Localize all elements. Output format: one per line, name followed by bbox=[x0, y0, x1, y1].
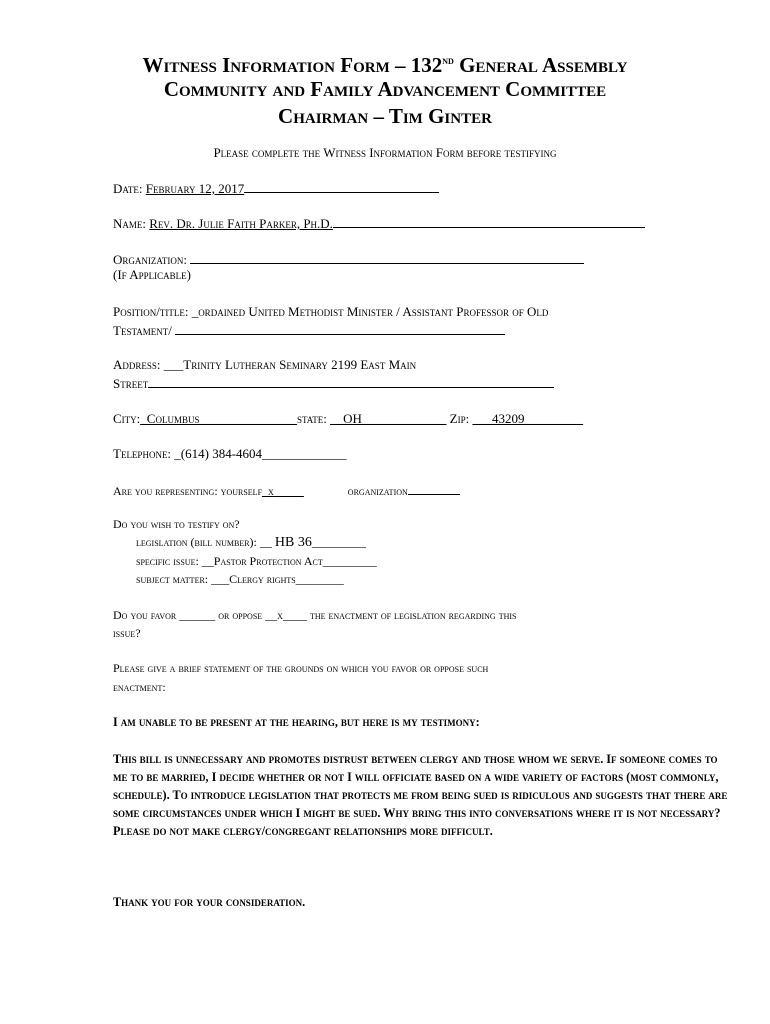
telephone-label: Telephone: bbox=[113, 446, 172, 461]
zip-value[interactable]: ___43209_________ bbox=[472, 411, 583, 426]
testify-question: Do you wish to testify on? bbox=[113, 517, 240, 531]
specific-issue-row bbox=[136, 554, 377, 569]
position-value-line-1[interactable]: _ordained United Methodist Minister / Assistant Professor of Old bbox=[191, 304, 549, 319]
organization-option-label: organization bbox=[347, 484, 408, 498]
city-value[interactable]: _Columbus_______________ bbox=[140, 411, 297, 426]
state-value[interactable]: __OH_____________ bbox=[330, 411, 447, 426]
testimony-closing: Thank you for your consideration. bbox=[113, 895, 306, 909]
date-row bbox=[113, 180, 439, 197]
city-state-zip-row bbox=[113, 411, 583, 427]
position-value-line-2[interactable]: Testament/ bbox=[113, 323, 172, 338]
representing-label: Are you representing: bbox=[113, 484, 218, 498]
date-label: Date: bbox=[113, 181, 143, 196]
name-label: Name: bbox=[113, 216, 146, 231]
zip-label: Zip: bbox=[449, 411, 470, 426]
address-row-2 bbox=[113, 375, 554, 392]
subject-matter-value[interactable]: ___Clergy rights________ bbox=[211, 572, 344, 586]
address-value-line-1[interactable]: ___Trinity Lutheran Seminary 2199 East Main bbox=[163, 357, 417, 372]
name-row bbox=[113, 215, 645, 232]
representing-row bbox=[113, 482, 460, 499]
address-label: Address: bbox=[113, 357, 161, 372]
favor-oppose-line-2: issue? bbox=[113, 626, 141, 640]
city-label: City: bbox=[113, 411, 141, 426]
organization-row bbox=[113, 251, 584, 268]
legislation-row bbox=[136, 535, 366, 551]
specific-issue-label: specific issue: bbox=[136, 554, 199, 568]
position-label: Position/title: bbox=[113, 304, 189, 319]
specific-issue-value[interactable]: __Pastor Protection Act_________ bbox=[201, 554, 377, 568]
address-value-line-2[interactable]: Street bbox=[113, 376, 149, 391]
address-row bbox=[113, 357, 416, 373]
form-title-line-2: Community and Family Advancement Committee bbox=[163, 77, 607, 101]
telephone-row bbox=[113, 446, 347, 462]
form-title-line-1: Witness Information Form – 132nd General Assembly bbox=[142, 53, 628, 77]
date-value[interactable]: February 12, 2017 bbox=[145, 181, 245, 196]
state-label: state: bbox=[296, 411, 327, 426]
testimony-body: This bill is unnecessary and promotes distrust between clergy and those whom we serve. If someone comes to me to be married, I decide whether or not I will officiate based on a wide variety of factors (most commonly, schedule). To introduce legislation that protects me from being sued is ridiculous and suggests that there are some circumstances under which I might be sued. Why bring this into conversations where it is not necessary? Please do not make clergy/congregant relationships more difficult. bbox=[113, 752, 728, 838]
position-row bbox=[113, 304, 548, 320]
legislation-value[interactable]: __ HB 36_________ bbox=[259, 535, 366, 550]
testimony-intro: I am unable to be present at the hearing, but here is my testimony: bbox=[113, 715, 480, 729]
form-title-line-3: Chairman – Tim Ginter bbox=[278, 104, 492, 128]
telephone-value[interactable]: _(614) 384-4604_____________ bbox=[174, 446, 347, 461]
legislation-label: legislation (bill number): bbox=[136, 535, 257, 549]
organization-field[interactable] bbox=[190, 251, 584, 264]
yourself-label: yourself bbox=[220, 484, 263, 498]
favor-oppose-line-1[interactable]: Do you favor ______ or oppose __x____ the enactment of legislation regarding this bbox=[113, 608, 517, 622]
position-row-2 bbox=[113, 322, 505, 339]
subject-matter-row bbox=[136, 572, 344, 587]
organization-label: Organization: bbox=[113, 252, 187, 267]
subject-matter-label: subject matter: bbox=[136, 572, 209, 586]
name-value[interactable]: Rev. Dr. Julie Faith Parker, Ph.D. bbox=[149, 216, 333, 231]
yourself-checkbox[interactable]: _x_____ bbox=[262, 484, 304, 498]
organization-checkbox[interactable] bbox=[408, 482, 460, 495]
instruction-text: Please complete the Witness Information Form before testifying bbox=[213, 145, 557, 160]
organization-note: (If Applicable) bbox=[113, 267, 191, 282]
statement-prompt-line-1: Please give a brief statement of the grounds on which you favor or oppose such bbox=[113, 661, 489, 675]
statement-prompt-line-2: enactment: bbox=[113, 680, 166, 694]
